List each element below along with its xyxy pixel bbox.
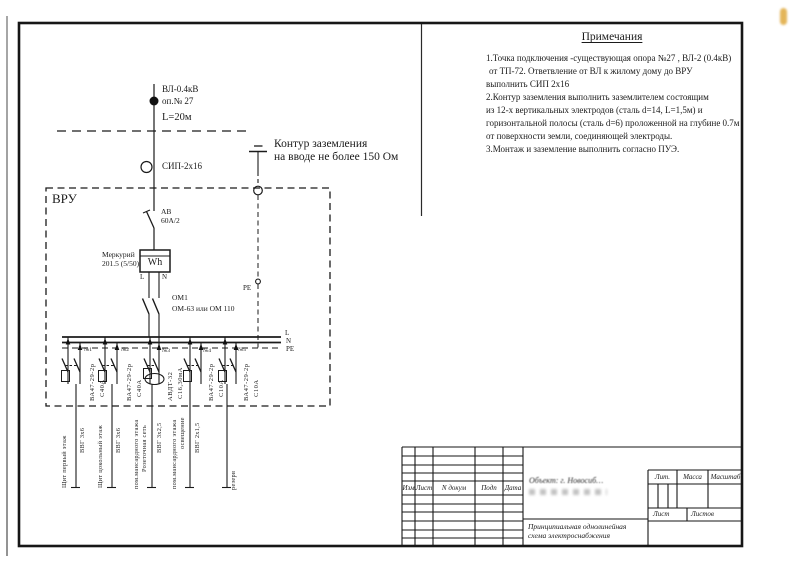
drawing-title-line1: Принципиальная однолинейная bbox=[528, 522, 627, 531]
pe-terminal-icon bbox=[256, 279, 261, 284]
note-line: 2.Контур заземления выполнить заземлителем состоящим bbox=[486, 92, 709, 102]
pole-label: оп.№ 27 bbox=[162, 96, 194, 106]
note-line: 3.Монтаж и заземление выполнить согласно ПУЭ. bbox=[486, 144, 680, 154]
titleblock-masshtab: Масштаб bbox=[710, 473, 741, 481]
note-line: горизонтальной полосы (сталь d=6) проложенной на глубине 0.7м bbox=[486, 118, 740, 128]
feeder-breaker-rating: С40А bbox=[99, 379, 106, 397]
vru-label: ВРУ bbox=[52, 191, 77, 206]
incoming-line bbox=[57, 84, 252, 211]
notes-title: Примечания bbox=[581, 31, 643, 43]
bus-n-label: N bbox=[286, 337, 292, 345]
feeder-destination: резерв bbox=[230, 470, 237, 490]
feeder-number: №1 bbox=[84, 347, 92, 353]
feeder-4-lines bbox=[184, 337, 204, 488]
meter-name: Меркурий bbox=[102, 250, 135, 259]
ground-icon bbox=[249, 146, 267, 186]
phase-n-label: N bbox=[162, 273, 168, 281]
feeder-breaker-label: ВА47-29-2р bbox=[243, 363, 250, 401]
pe-conductor bbox=[256, 195, 261, 348]
tap-arrow-icon bbox=[223, 338, 228, 345]
titleblock-listov: Листов bbox=[691, 510, 714, 518]
feeder-breaker-label: ВА47-29-2р bbox=[89, 363, 96, 401]
feeder-number: №3 bbox=[162, 348, 170, 354]
notes-block bbox=[486, 31, 738, 156]
feeder-destination: пом.мансардного этажа bbox=[171, 419, 178, 489]
bus-l-label: L bbox=[285, 329, 290, 337]
feeder-destination-2: Розеточная сеть bbox=[141, 424, 148, 472]
feeder-5-lines bbox=[219, 337, 239, 488]
object-line: Объект: г. Новосиб… bbox=[529, 476, 604, 485]
tap-arrow-icon bbox=[157, 344, 162, 351]
feeder-destination: Щит первый этаж bbox=[61, 435, 68, 488]
pole-icon bbox=[150, 97, 159, 106]
meter-model: 201.5 (5/50) bbox=[102, 259, 140, 268]
feeder-breaker-rating: С40А bbox=[136, 379, 143, 397]
note-line: выполнить СИП 2х16 bbox=[486, 79, 570, 89]
tap-arrow-icon bbox=[103, 338, 108, 345]
cable-clamp-icon bbox=[141, 162, 152, 173]
bus-pe-label: РЕ bbox=[286, 344, 295, 353]
note-line: от поверхности земли, соединяющей электроды. bbox=[486, 131, 673, 141]
overhead-line-label: ВЛ-0.4кВ bbox=[162, 84, 199, 94]
meter-unit: Wh bbox=[147, 257, 163, 268]
drawing-title-line2: схема электроснабжения bbox=[528, 531, 610, 540]
main-breaker-icon bbox=[143, 210, 154, 250]
om-switch-name: ОМ1 bbox=[172, 293, 188, 302]
feeder-cable: ВВГ 3х2,5 bbox=[156, 422, 163, 453]
tap-arrow-icon bbox=[188, 338, 193, 345]
note-line: из 12-х вертикальных электродов (сталь d=14, L=1,5м) и bbox=[486, 105, 703, 115]
note-line: 1.Точка подключения -существующая опора №27 , ВЛ-2 (0.4кВ) bbox=[486, 53, 732, 63]
feeder-breaker-rating: С10А bbox=[218, 379, 225, 397]
feeder-cable: ВВГ 2х1,5 bbox=[194, 422, 201, 453]
tap-arrow-icon bbox=[66, 338, 71, 345]
ground-loop-label: Контур заземления bbox=[274, 138, 368, 150]
feeder-breaker-rating: С10А bbox=[253, 379, 260, 397]
titleblock-list: Лист bbox=[653, 510, 670, 518]
note-line: от ТП-72. Ответвление от ВЛ к жилому дому до ВРУ bbox=[489, 66, 693, 76]
feeder-destination: пом.мансардного этажа bbox=[133, 419, 140, 489]
feeder-destination-2: освещение bbox=[179, 417, 186, 449]
feeder-destination: Щит цокольный этаж bbox=[97, 424, 104, 488]
feeder-number: №5 bbox=[238, 347, 246, 353]
feeder-number: №4 bbox=[203, 348, 211, 354]
titleblock-massa: Масса bbox=[683, 473, 702, 481]
main-breaker-rating: 60А/2 bbox=[161, 216, 180, 225]
feeder-breaker-rating: С16,30мА bbox=[177, 367, 184, 399]
feeder-breaker-label: ВА47-29-2р bbox=[126, 363, 133, 401]
titleblock-lit: Лит. bbox=[654, 473, 671, 481]
tap-arrow-icon bbox=[78, 344, 83, 351]
feeder-cable: ВВГ 3х6 bbox=[79, 427, 86, 453]
ground-resistance-label: на вводе не более 150 Ом bbox=[274, 151, 399, 163]
phase-l-label: L bbox=[140, 273, 145, 281]
tap-arrow-icon bbox=[115, 344, 120, 351]
om-switch-model: ОМ-63 или ОМ 110 bbox=[172, 304, 235, 313]
titleblock-col-list: Лист bbox=[415, 484, 433, 492]
titleblock-col-ndoc: N докум bbox=[441, 484, 467, 492]
main-breaker-name: АВ bbox=[161, 207, 172, 216]
tap-arrow-icon bbox=[148, 338, 153, 345]
busbars bbox=[62, 337, 281, 348]
titleblock-col-izm: Изм bbox=[402, 484, 415, 492]
feeder-cable: ВВГ 3х6 bbox=[115, 427, 122, 453]
drop-cable-label: СИП-2х16 bbox=[162, 161, 202, 171]
handwriting-smudge bbox=[529, 489, 607, 495]
pe-terminal-label: РЕ bbox=[243, 284, 252, 292]
titleblock-col-podp: Подп bbox=[481, 484, 497, 492]
span-length-label: L=20м bbox=[162, 112, 192, 123]
feeder-number: №2 bbox=[121, 347, 129, 353]
om-switch-icon bbox=[143, 272, 160, 343]
titleblock-col-data: Дата bbox=[504, 484, 522, 492]
feeder-breaker-label: АВДТ-32 bbox=[167, 371, 174, 401]
feeder-breaker-label: ВА47-29-2р bbox=[208, 363, 215, 401]
